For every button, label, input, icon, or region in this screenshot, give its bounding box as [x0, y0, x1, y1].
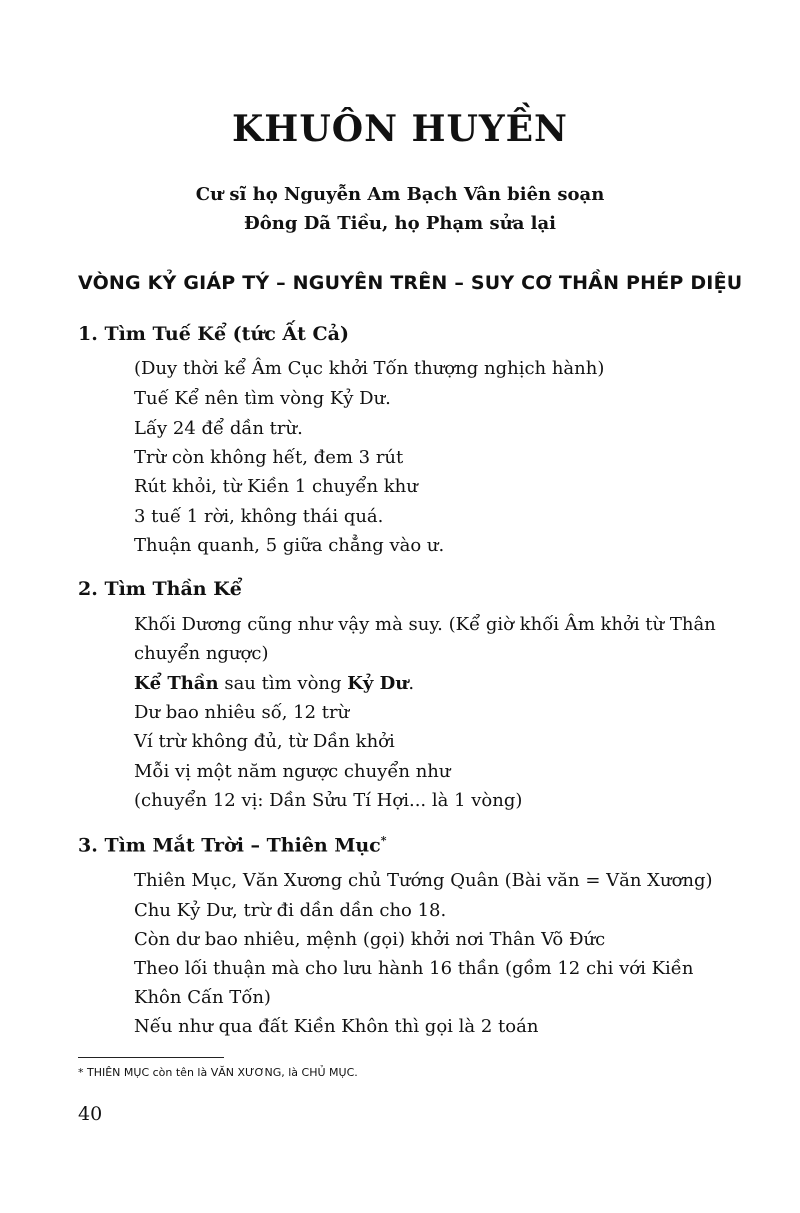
bold-term: Kể Thần: [134, 673, 219, 694]
verse-line-emphasis: [134, 673, 414, 694]
verse-line: Khối Dương cũng như vậy mà suy. (Kể giờ khối Âm khởi từ Thân: [134, 614, 716, 635]
footnote-marker: *: [380, 834, 387, 847]
page-title: KHUÔN HUYỀN: [232, 108, 568, 150]
verse-line: chuyển ngược): [134, 643, 269, 664]
subsection-heading-1: 1. Tìm Tuế Kể (tức Ất Cả): [78, 323, 349, 345]
verse-line: Trừ còn không hết, đem 3 rút: [134, 447, 404, 468]
section-heading: VÒNG KỶ GIÁP TÝ – NGUYÊN TRÊN – SUY CƠ THẦN PHÉP DIỆU: [78, 272, 743, 294]
verse-line: Ví trừ không đủ, từ Dần khởi: [134, 731, 395, 752]
verse-line: Còn dư bao nhiêu, mệnh (gọi) khởi nơi Thân Võ Đức: [134, 929, 606, 950]
editor-credit: Đông Dã Tiều, họ Phạm sửa lại: [244, 213, 556, 234]
footnote-divider: [78, 1057, 224, 1058]
verse-line: Mỗi vị một năm ngược chuyển như: [134, 761, 451, 782]
subsection-heading-2: 2. Tìm Thần Kể: [78, 578, 242, 600]
verse-line: Thiên Mục, Văn Xương chủ Tướng Quân (Bài văn = Văn Xương): [134, 870, 713, 891]
plain-text: .: [408, 673, 415, 694]
verse-line: Thuận quanh, 5 giữa chẳng vào ư.: [134, 535, 445, 556]
verse-line: (Duy thời kể Âm Cục khởi Tốn thượng nghịch hành): [134, 358, 605, 379]
verse-line: Rút khỏi, từ Kiền 1 chuyển khư: [134, 476, 418, 497]
verse-line: 3 tuế 1 rời, không thái quá.: [134, 506, 384, 527]
plain-text: sau tìm vòng: [218, 673, 348, 694]
verse-line: Nếu như qua đất Kiền Khôn thì gọi là 2 toán: [134, 1016, 539, 1037]
subsection-heading-text: 3. Tìm Mắt Trời – Thiên Mục: [78, 834, 381, 857]
page-number: 40: [78, 1103, 103, 1125]
bold-term: Kỷ Dư: [347, 673, 409, 694]
verse-line: Lấy 24 để dần trừ.: [134, 418, 303, 439]
footnote: * THIÊN MỤC còn tên là VĂN XƯƠNG, là CHỦ MỤC.: [78, 1066, 358, 1079]
verse-line: Khôn Cấn Tốn): [134, 987, 271, 1008]
author-credit: Cư sĩ họ Nguyễn Am Bạch Vân biên soạn: [195, 184, 605, 205]
verse-line: Tuế Kể nên tìm vòng Kỷ Dư.: [134, 388, 391, 409]
subsection-heading-3: [78, 834, 387, 856]
verse-line: Dư bao nhiêu số, 12 trừ: [134, 702, 350, 723]
verse-line: (chuyển 12 vị: Dần Sửu Tí Hợi... là 1 vòng): [134, 790, 523, 811]
verse-line: Chu Kỷ Dư, trừ đi dần dần cho 18.: [134, 900, 447, 921]
verse-line: Theo lối thuận mà cho lưu hành 16 thần (gồm 12 chi với Kiền: [134, 958, 694, 979]
